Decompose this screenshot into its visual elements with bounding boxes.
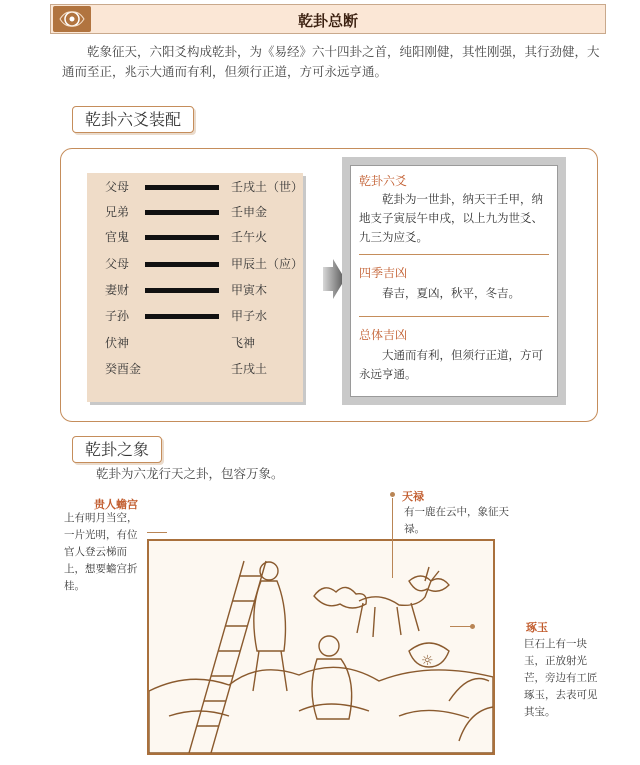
- line-stem: 壬申金: [231, 205, 268, 219]
- callout-text-zhuoyu: 巨石上有一块玉，正放射光芒，旁边有工匠琢玉，去表可见其宝。: [524, 638, 598, 718]
- info-box: [342, 157, 566, 405]
- line-row: [87, 254, 303, 274]
- page-title: 乾卦总断: [297, 12, 358, 30]
- line-stem: 甲子水: [231, 309, 268, 323]
- line-row: [87, 306, 303, 326]
- fushen-row: [87, 333, 303, 353]
- line-stem: 壬午火: [231, 230, 268, 244]
- feishen-label: 飞神: [231, 336, 256, 350]
- line-relation: 父母: [105, 257, 130, 271]
- fushen-label: 伏神: [105, 336, 130, 350]
- leader-dot: [390, 492, 395, 497]
- page: [50, 4, 606, 761]
- feishen-value: 壬戌土: [231, 362, 268, 376]
- line-stem: 壬戌土（世）: [231, 180, 304, 194]
- season-title: 四季吉凶: [359, 266, 408, 280]
- leader-line: [450, 626, 472, 627]
- season-text: 春吉，夏凶，秋平，冬吉。: [382, 286, 520, 300]
- liuyao-text: 乾卦为一世卦，纳天干壬甲，纳地支子寅辰午申戌，以上九为世爻、九三为应爻。: [359, 192, 543, 244]
- callout-title-tianlu: 天禄: [402, 490, 424, 503]
- woodcut-scene-illustration: [149, 541, 493, 753]
- illustration: [147, 539, 495, 755]
- hexagram-panel: [60, 148, 598, 422]
- overall-text: 大通而有利，但须行正道，方可永远亨通。: [359, 348, 543, 381]
- liuyao-title: 乾卦六爻: [359, 174, 408, 188]
- leader-line: [392, 498, 393, 578]
- section-title-hexagram-lines: 乾卦六爻装配: [72, 106, 194, 133]
- callout-text-tianlu: 有一鹿在云中，象征天禄。: [404, 506, 509, 535]
- yang-line: [145, 235, 219, 240]
- yang-line: [145, 210, 219, 215]
- hexagram-card: [87, 173, 303, 402]
- line-stem: 甲辰土（应）: [231, 257, 304, 271]
- section-title-image: 乾卦之象: [72, 436, 162, 463]
- callout-title-guiren: 贵人蟾宫: [94, 498, 138, 511]
- leader-line: [147, 532, 167, 533]
- page-header: [50, 4, 606, 34]
- line-relation: 官鬼: [105, 230, 130, 244]
- line-relation: 父母: [105, 180, 130, 194]
- intro-paragraph: 乾象征天，六阳爻构成乾卦，为《易经》六十四卦之首，纯阳刚健，其性刚强，其行劲健，大通而至正，兆示大通而有利，但须行正道，方可永远亨通。: [62, 44, 600, 79]
- svg-text:☼: ☼: [421, 653, 434, 669]
- image-intro: 乾卦为六龙行天之卦，包容万象。: [96, 466, 284, 481]
- yang-line: [145, 314, 219, 319]
- overall-title: 总体吉凶: [359, 328, 408, 342]
- line-row: [87, 227, 303, 247]
- callout-text-guiren: 上有明月当空，一片光明，有位官人登云梯而上，想要蟾宫折桂。: [64, 512, 138, 592]
- line-relation: 兄弟: [105, 205, 130, 219]
- line-relation: 妻财: [105, 283, 130, 297]
- line-row: [87, 177, 303, 197]
- callout-title-zhuoyu: 琢玉: [526, 621, 548, 634]
- yang-line: [145, 185, 219, 190]
- line-relation: 子孙: [105, 309, 130, 323]
- divider: [359, 254, 549, 255]
- yang-line: [145, 288, 219, 293]
- fushen-value: 癸酉金: [105, 362, 142, 376]
- line-row: [87, 202, 303, 222]
- divider: [359, 316, 549, 317]
- yang-line: [145, 262, 219, 267]
- info-inner: [350, 165, 558, 397]
- line-stem: 甲寅木: [231, 283, 268, 297]
- line-row: [87, 280, 303, 300]
- fushen-value-row: [87, 359, 303, 379]
